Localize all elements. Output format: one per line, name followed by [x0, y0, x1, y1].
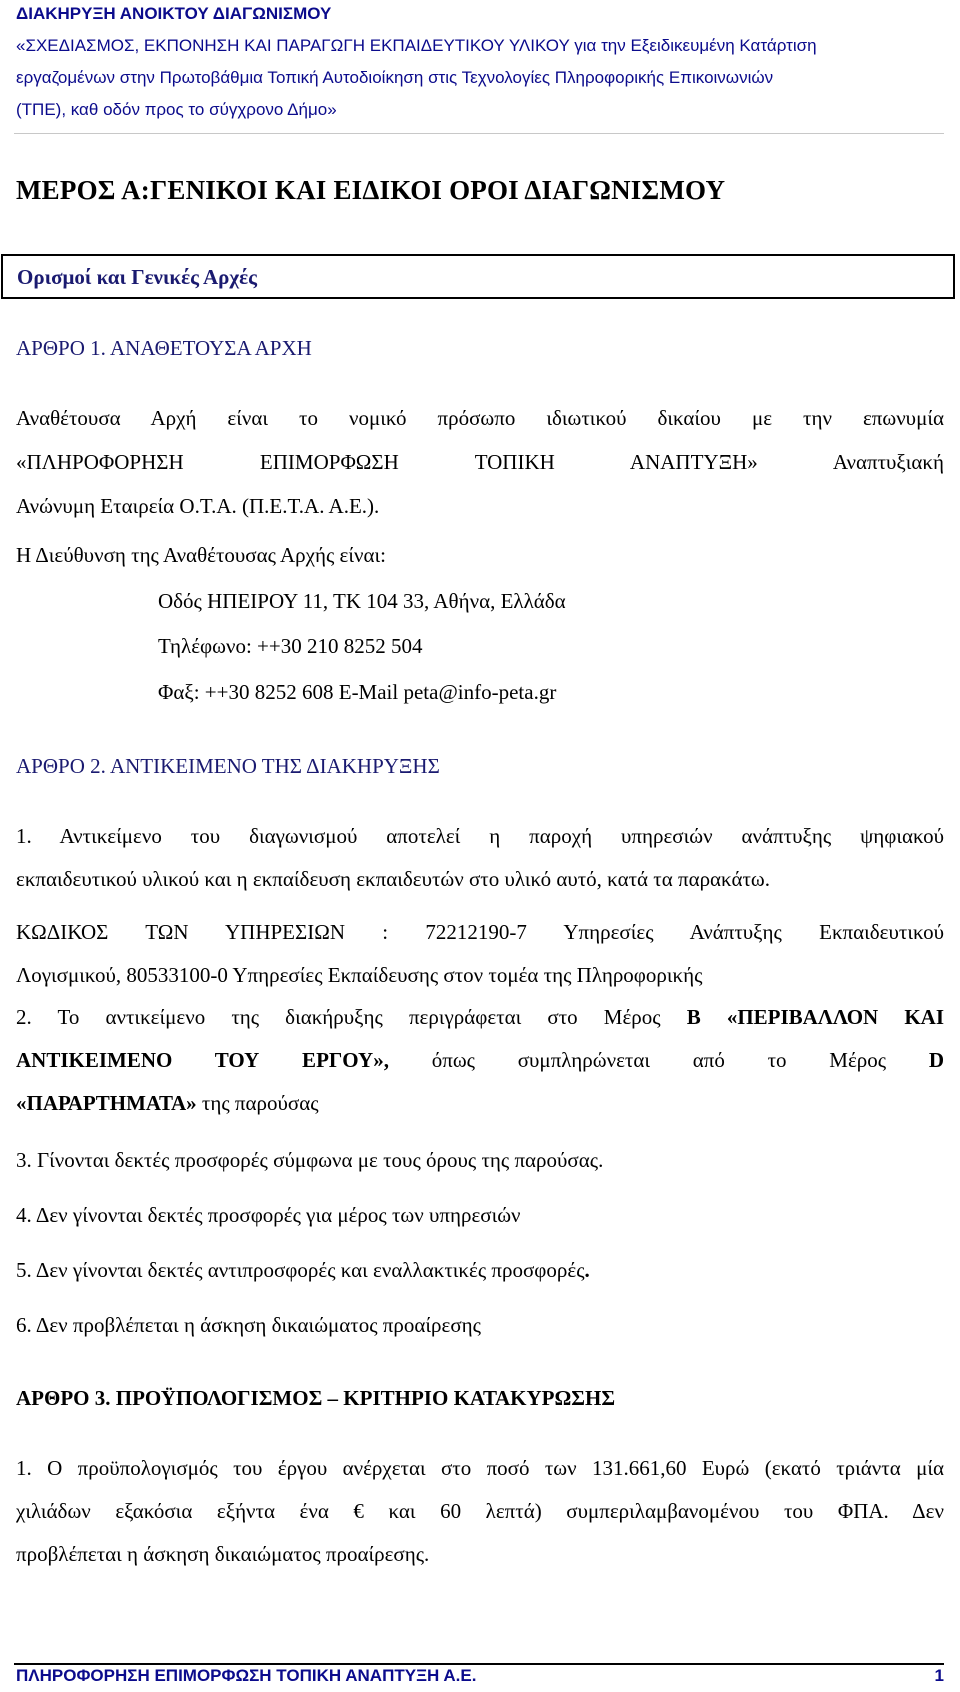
- article-2-paragraph-line: εκπαιδευτικού υλικού και η εκπαίδευση εκπαιδευτών στο υλικό αυτό, κατά τα παρακάτω.: [16, 867, 770, 891]
- article-2-item-4: 4. Δεν γίνονται δεκτές προσφορές για μέρος των υπηρεσιών: [16, 1203, 521, 1227]
- definitions-box: [1, 254, 955, 299]
- footer-divider: [14, 1663, 944, 1665]
- article-3-heading: ΑΡΘΡΟ 3. ΠΡΟΫΠΟΛΟΓΙΣΜΟΣ – ΚΡΙΤΗΡΙΟ ΚΑΤΑΚΥΡΩΣΗΣ: [16, 1386, 616, 1410]
- text-run: της παρούσας: [196, 1091, 319, 1115]
- article-2-item-2-line: [16, 1048, 944, 1073]
- service-codes-line: ΚΩΔΙΚΟΣ ΤΩΝ ΥΠΗΡΕΣΙΩΝ : 72212190-7 Υπηρεσίες Ανάπτυξης Εκπαιδευτικού: [16, 920, 944, 944]
- fax-email-line: Φαξ: ++30 8252 608 E-Mail peta@info-peta.gr: [158, 680, 557, 704]
- article-1-heading: ΑΡΘΡΟ 1. ΑΝΑΘΕΤΟΥΣΑ ΑΡΧΗ: [16, 336, 312, 360]
- article-2-heading: ΑΡΘΡΟ 2. ΑΝΤΙΚΕΙΜΕΝΟ ΤΗΣ ΔΙΑΚΗΡΥΞΗΣ: [16, 754, 440, 778]
- definitions-heading: Ορισμοί και Γενικές Αρχές: [17, 265, 257, 289]
- text-run: 2. Το αντικείμενο της διακήρυξης περιγράφεται στο Μέρος: [16, 1005, 687, 1029]
- page-number: 1: [934, 1666, 944, 1685]
- document-header-title: ΔΙΑΚΗΡΥΞΗ ΑΝΟΙΚΤΟΥ ΔΙΑΓΩΝΙΣΜΟΥ: [16, 4, 332, 23]
- article-1-paragraph-line: Αναθέτουσα Αρχή είναι το νομικό πρόσωπο ιδιωτικού δικαίου με την επωνυμία: [16, 406, 944, 430]
- text-run: 5. Δεν γίνονται δεκτές αντιπροσφορές και εναλλακτικές προσφορές: [16, 1258, 585, 1282]
- header-divider: [14, 133, 944, 134]
- article-2-item-5: [16, 1258, 944, 1283]
- annexes-reference: «ΠΑΡΑΡΤΗΜΑΤΑ»: [16, 1091, 197, 1115]
- article-1-paragraph-line: Ανώνυμη Εταιρεία Ο.Τ.Α. (Π.Ε.Τ.Α. Α.Ε.).: [16, 494, 380, 518]
- article-2-paragraph-line: 1. Αντικείμενο του διαγωνισμού αποτελεί η παροχή υπηρεσιών ανάπτυξης ψηφιακού: [16, 824, 944, 848]
- article-3-paragraph-line: 1. Ο προϋπολογισμός του έργου ανέρχεται στο ποσό των 131.661,60 Ευρώ (εκατό τριάντα μία: [16, 1456, 944, 1480]
- page-footer: [16, 1666, 944, 1686]
- article-2-item-2-line: [16, 1091, 944, 1116]
- article-3-paragraph-line: προβλέπεται η άσκηση δικαιώματος προαίρεσης.: [16, 1542, 430, 1566]
- text-run: .: [584, 1258, 590, 1282]
- address-line: Οδός ΗΠΕΙΡΟΥ 11, ΤΚ 104 33, Αθήνα, Ελλάδα: [158, 589, 566, 613]
- document-header-line: εργαζομένων στην Πρωτοβάθμια Τοπική Αυτοδιοίκηση στις Τεχνολογίες Πληροφορικής Επικοινωνιών: [16, 68, 774, 87]
- part-d-reference: D: [928, 1048, 944, 1072]
- part-b-reference: ΑΝΤΙΚΕΙΜΕΝΟ ΤΟΥ ΕΡΓΟΥ»,: [16, 1048, 389, 1072]
- text-run: όπως συμπληρώνεται από το Μέρος: [388, 1048, 929, 1072]
- phone-line: Τηλέφωνο: ++30 210 8252 504: [158, 634, 423, 658]
- address-intro: Η Διεύθυνση της Αναθέτουσας Αρχής είναι:: [16, 543, 386, 567]
- document-header-line: «ΣΧΕΔΙΑΣΜΟΣ, ΕΚΠΟΝΗΣΗ ΚΑΙ ΠΑΡΑΓΩΓΗ ΕΚΠΑΙΔΕΥΤΙΚΟΥ ΥΛΙΚΟΥ για την Εξειδικευμένη Κατάρτιση: [16, 36, 817, 55]
- service-codes-line: Λογισμικού, 80533100-0 Υπηρεσίες Εκπαίδευσης στον τομέα της Πληροφορικής: [16, 963, 703, 987]
- article-1-paragraph-line: «ΠΛΗΡΟΦΟΡΗΣΗ ΕΠΙΜΟΡΦΩΣΗ ΤΟΠΙΚΗ ΑΝΑΠΤΥΞΗ» Αναπτυξιακή: [16, 450, 944, 474]
- article-3-paragraph-line: χιλιάδων εξακόσια εξήντα ένα € και 60 λεπτά) συμπεριλαμβανομένου του ΦΠΑ. Δεν: [16, 1499, 944, 1523]
- article-2-item-2-line: [16, 1005, 944, 1030]
- part-b-reference: Β «ΠΕΡΙΒΑΛΛΟΝ ΚΑΙ: [686, 1005, 945, 1029]
- article-2-item-6: 6. Δεν προβλέπεται η άσκηση δικαιώματος προαίρεσης: [16, 1313, 481, 1337]
- footer-company-name: ΠΛΗΡΟΦΟΡΗΣΗ ΕΠΙΜΟΡΦΩΣΗ ΤΟΠΙΚΗ ΑΝΑΠΤΥΞΗ Α.Ε.: [16, 1666, 477, 1685]
- part-title: ΜΕΡΟΣ Α:ΓΕΝΙΚΟΙ ΚΑΙ ΕΙΔΙΚΟΙ ΟΡΟΙ ΔΙΑΓΩΝΙΣΜΟΥ: [16, 175, 726, 205]
- article-2-item-3: 3. Γίνονται δεκτές προσφορές σύμφωνα με τους όρους της παρούσας.: [16, 1148, 604, 1172]
- document-header-line: (ΤΠΕ), καθ οδόν προς το σύγχρονο Δήμο»: [16, 100, 337, 119]
